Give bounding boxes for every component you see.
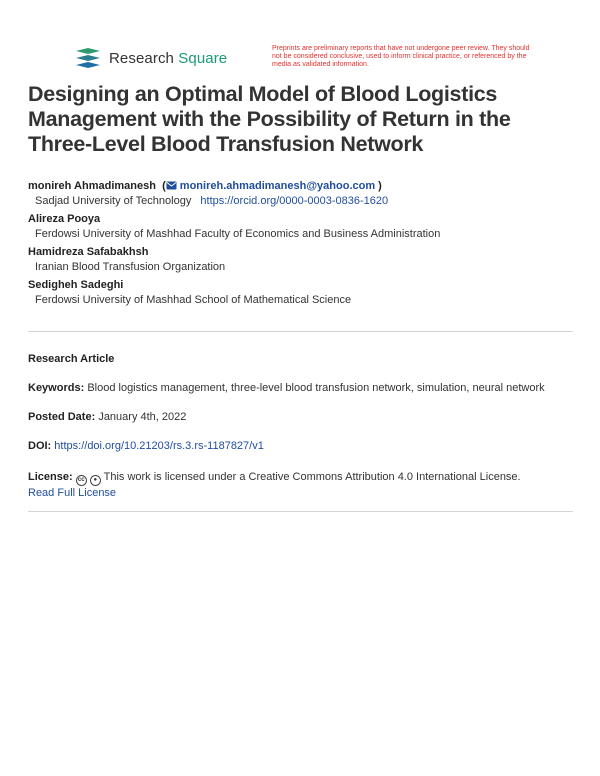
article-type-label: Research Article bbox=[28, 353, 115, 365]
posted-date-value: January 4th, 2022 bbox=[98, 411, 187, 423]
keywords-row bbox=[28, 381, 578, 396]
brand-square: Square bbox=[178, 49, 228, 67]
doi-link[interactable]: https://doi.org/10.21203/rs.3.rs-1187827/v1 bbox=[54, 440, 264, 452]
by-icon: ● bbox=[90, 475, 101, 486]
cc-icon: cc bbox=[76, 475, 87, 486]
author-2-affiliation: Ferdowsi University of Mashhad Faculty of Economics and Business Administration bbox=[35, 228, 441, 240]
doi-row bbox=[28, 439, 578, 454]
divider-bottom bbox=[28, 511, 573, 512]
author-3-name: Hamidreza Safabakhsh bbox=[28, 246, 149, 258]
keywords-label: Keywords: bbox=[28, 382, 85, 394]
author-name: monireh Ahmadimanesh ( monireh.ahmadimanesh@yahoo.com ) bbox=[28, 180, 382, 192]
license-label: License: bbox=[28, 471, 73, 483]
author-4-name: Sedigheh Sadeghi bbox=[28, 279, 124, 291]
author-2-name: Alireza Pooya bbox=[28, 213, 101, 225]
posted-date-row bbox=[28, 410, 578, 425]
research-square-logo[interactable] bbox=[74, 48, 227, 68]
author-3-affiliation: Iranian Blood Transfusion Organization bbox=[35, 261, 226, 273]
author-affiliation bbox=[35, 194, 578, 209]
posted-date-label: Posted Date: bbox=[28, 411, 96, 423]
read-full-license-link[interactable]: Read Full License bbox=[28, 487, 117, 499]
brand-name bbox=[109, 50, 227, 67]
author-email-link[interactable]: monireh.ahmadimanesh@yahoo.com bbox=[179, 180, 376, 192]
preprint-disclaimer: Preprints are preliminary reports that have not undergone peer review. They should not be considered conclusive, used to inform clinical practice, or referenced by the media as validated information. bbox=[272, 45, 530, 68]
author-1-name: monireh Ahmadimanesh bbox=[28, 180, 156, 192]
author-1-affiliation: Sadjad University of Technology bbox=[35, 195, 192, 207]
license-row bbox=[28, 470, 578, 501]
keywords-value: Blood logistics management, three-level blood transfusion network, simulation, neural network bbox=[87, 382, 545, 394]
orcid-link[interactable]: https://orcid.org/0000-0003-0836-1620 bbox=[200, 195, 389, 207]
license-text: This work is licensed under a Creative Commons Attribution 4.0 International License. bbox=[103, 471, 521, 483]
article-type bbox=[28, 352, 578, 367]
divider-top bbox=[28, 331, 573, 332]
envelope-icon bbox=[166, 181, 177, 190]
doi-label: DOI: bbox=[28, 440, 52, 452]
author-list bbox=[28, 179, 578, 311]
brand-research: Research bbox=[109, 49, 174, 67]
author-4-affiliation: Ferdowsi University of Mashhad School of Mathematical Science bbox=[35, 294, 352, 306]
research-square-logo-icon bbox=[74, 48, 102, 68]
paper-title: Designing an Optimal Model of Blood Logistics Management with the Possibility of Return in the Three-Level Blood Transfusion Network bbox=[28, 82, 511, 156]
